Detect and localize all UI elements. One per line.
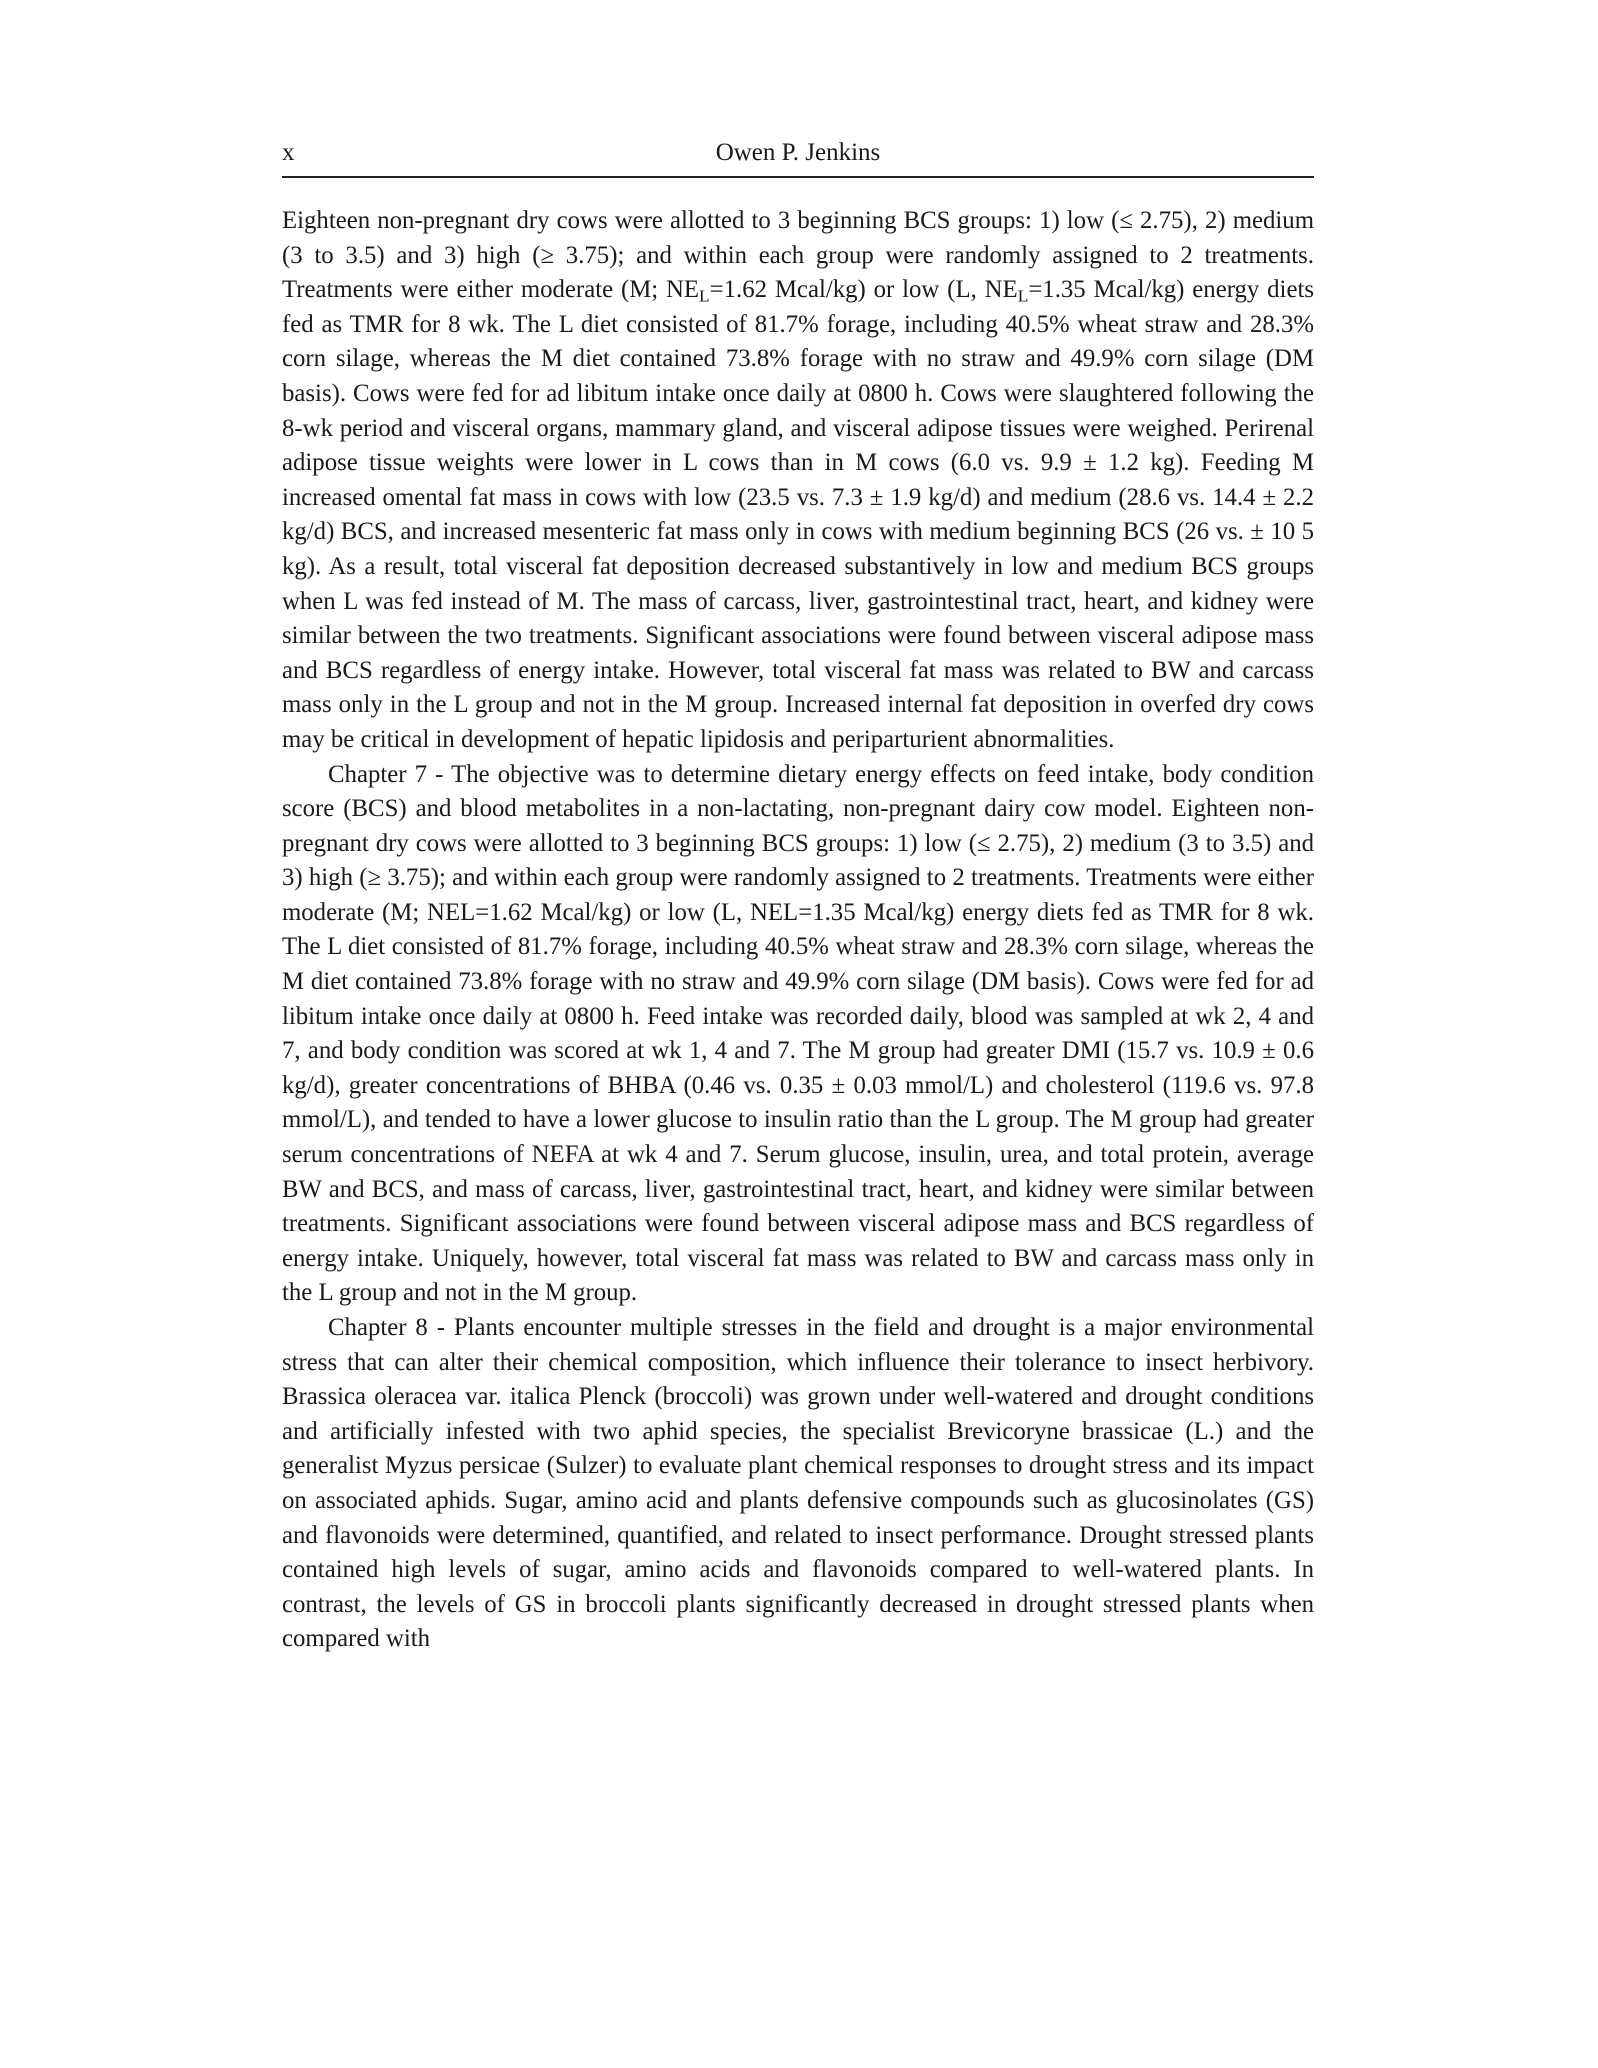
running-title: Owen P. Jenkins: [715, 139, 881, 166]
paragraph-1-text-b: =1.62 Mcal/kg) or low (L, NE: [709, 276, 1018, 304]
paragraph-1-text-c: =1.35 Mcal/kg) energy diets fed as TMR for 8 wk. The L diet consisted of 81.7% forage, including 40.5% wheat straw and 28.3% corn silage, whereas the M diet contained 73.8% forage with no straw and 49.9% corn silage (DM basis). Cows were fed for ad libitum intake once daily at 0800 h. Cows were slaughtered following the 8-wk period and visceral organs, mammary gland, and visceral adipose tissues were weighed. Perirenal adipose tissue weights were lower in L cows than in M cows (6.0 vs. 9.9 ± 1.2 kg). Feeding M increased omental fat mass in cows with low (23.5 vs. 7.3 ± 1.9 kg/d) and medium (28.6 vs. 14.4 ± 2.2 kg/d) BCS, and increased mesenteric fat mass only in cows with medium beginning BCS (26 vs. ± 10 5 kg). As a result, total visceral fat deposition decreased substantively in low and medium BCS groups when L was fed instead of M. The mass of carcass, liver, gastrointestinal tract, heart, and kidney were similar between the two treatments. Significant associations were found between visceral adipose mass and BCS regardless of energy intake. However, total visceral fat mass was related to BW and carcass mass only in the L group and not in the M group. Increased internal fat deposition in overfed dry cows may be critical in development of hepatic lipidosis and periparturient abnormalities.: [282, 276, 1314, 753]
paragraph-chapter-8: Chapter 8 - Plants encounter multiple stresses in the field and drought is a major environmental stress that can alter their chemical composition, which influence their tolerance to insect herbivory. Brassica oleracea var. italica Plenck (broccoli) was grown under well-watered and drought conditions and artificially infested with two aphid species, the specialist Brevicoryne brassicae (L.) and the generalist Myzus persicae (Sulzer) to evaluate plant chemical responses to drought stress and its impact on associated aphids. Sugar, amino acid and plants defensive compounds such as glucosinolates (GS) and flavonoids were determined, quantified, and related to insect performance. Drought stressed plants contained high levels of sugar, amino acids and flavonoids compared to well-watered plants. In contrast, the levels of GS in broccoli plants significantly decreased in drought stressed plants when compared with: [282, 1314, 1314, 1653]
header-rule: [282, 176, 1314, 178]
document-page: [282, 134, 1314, 1657]
paragraph-chapter-7: Chapter 7 - The objective was to determine dietary energy effects on feed intake, body condition score (BCS) and blood metabolites in a non-lactating, non-pregnant dairy cow model. Eighteen non-pregnant dry cows were allotted to 3 beginning BCS groups: 1) low (≤ 2.75), 2) medium (3 to 3.5) and 3) high (≥ 3.75); and within each group were randomly assigned to 2 treatments. Treatments were either moderate (M; NEL=1.62 Mcal/kg) or low (L, NEL=1.35 Mcal/kg) energy diets fed as TMR for 8 wk. The L diet consisted of 81.7% forage, including 40.5% wheat straw and 28.3% corn silage, whereas the M diet contained 73.8% forage with no straw and 49.9% corn silage (DM basis). Cows were fed for ad libitum intake once daily at 0800 h. Feed intake was recorded daily, blood was sampled at wk 2, 4 and 7, and body condition was scored at wk 1, 4 and 7. The M group had greater DMI (15.7 vs. 10.9 ± 0.6 kg/d), greater concentrations of BHBA (0.46 vs. 0.35 ± 0.03 mmol/L) and cholesterol (119.6 vs. 97.8 mmol/L), and tended to have a lower glucose to insulin ratio than the L group. The M group had greater serum concentrations of NEFA at wk 4 and 7. Serum glucose, insulin, urea, and total protein, average BW and BCS, and mass of carcass, liver, gastrointestinal tract, heart, and kidney were similar between treatments. Significant associations were found between visceral adipose mass and BCS regardless of energy intake. Uniquely, however, total visceral fat mass was related to BW and carcass mass only in the L group and not in the M group.: [282, 760, 1314, 1307]
page-number: x: [282, 139, 295, 166]
paragraph-1-text-a: Eighteen non-pregnant dry cows were allotted to 3 beginning BCS groups: 1) low (≤ 2.75), 2) medium (3 to 3.5) and 3) high (≥ 3.75); and within each group were randomly assigned to 2 treatments. Treatments were either moderate (M; NE: [282, 207, 1314, 304]
running-header: [282, 134, 1314, 172]
subscript-l: L: [1017, 286, 1029, 306]
body-text: [282, 204, 1314, 1657]
paragraph-1: [282, 204, 1314, 758]
subscript-l: L: [699, 286, 710, 306]
